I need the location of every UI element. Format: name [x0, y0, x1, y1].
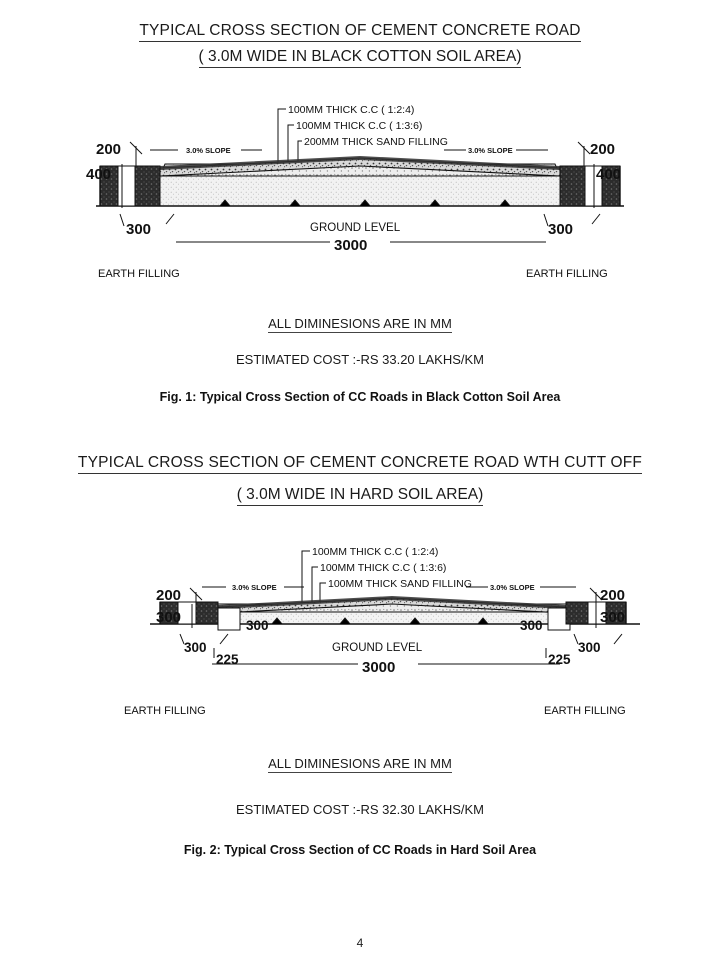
figure1-leader-0: 100MM THICK C.C ( 1:2:4) — [288, 104, 415, 116]
figure1-caption-text: Fig. 1: Typical Cross Section of CC Roads in Black Cotton Soil Area — [159, 390, 561, 404]
figure1-subtitle-text: ( 3.0M WIDE IN BLACK COTTON SOIL AREA) — [199, 48, 522, 68]
figure2-right-inner-dim: 300 — [520, 618, 543, 633]
figure1-overall-width: 3000 — [334, 237, 368, 254]
figure2-right-top-dim: 200 — [600, 587, 626, 604]
figure2-earth-filling-left: EARTH FILLING — [124, 705, 206, 717]
figure1-ground-level-label: GROUND LEVEL — [310, 222, 401, 234]
figure2-subtitle-text: ( 3.0M WIDE IN HARD SOIL AREA) — [237, 486, 484, 506]
figure2-note-text: ALL DIMINESIONS ARE IN MM — [268, 756, 452, 771]
figure2-cost — [0, 802, 720, 817]
figure1-drawing — [0, 96, 720, 286]
figure2-right-base-dim: 300 — [578, 640, 601, 655]
figure1-title-text: TYPICAL CROSS SECTION OF CEMENT CONCRETE ROAD — [139, 22, 580, 42]
figure1-leader-2: 200MM THICK SAND FILLING — [304, 136, 448, 148]
figure1-slope-left: 3.0% SLOPE — [186, 146, 231, 155]
figure2-overall-width: 3000 — [362, 659, 396, 676]
figure2-caption-text: Fig. 2: Typical Cross Section of CC Roads in Hard Soil Area — [183, 843, 537, 857]
figure1-left-side-dim: 400 — [86, 166, 112, 183]
figure1-cost — [0, 352, 720, 367]
figure2-earth-filling-right: EARTH FILLING — [544, 705, 626, 717]
figure1-slope-right: 3.0% SLOPE — [468, 146, 513, 155]
figure2-right-cutoff-dim: 225 — [548, 652, 571, 667]
figure1-subtitle — [0, 48, 720, 68]
figure2-left-cutoff-dim: 225 — [216, 652, 239, 667]
figure2-right-side-dim: 300 — [600, 609, 626, 626]
figure2-note — [0, 756, 720, 773]
figure2-title — [0, 454, 720, 474]
figure1-right-base-dim: 300 — [548, 221, 574, 238]
figure2-caption — [0, 843, 720, 857]
figure1-title — [0, 22, 720, 42]
figure2-left-side-dim: 300 — [156, 609, 182, 626]
figure1-note-text: ALL DIMINESIONS ARE IN MM — [268, 316, 452, 331]
figure2-title-text: TYPICAL CROSS SECTION OF CEMENT CONCRETE ROAD WTH CUTT OFF — [78, 454, 642, 474]
figure2-leader-1: 100MM THICK C.C ( 1:3:6) — [320, 562, 447, 574]
figure2-left-base-dim: 300 — [184, 640, 207, 655]
figure1-leader-1: 100MM THICK C.C ( 1:3:6) — [296, 120, 423, 132]
figure1-earth-filling-right: EARTH FILLING — [526, 268, 608, 280]
figure1-right-top-dim: 200 — [590, 141, 616, 158]
figure2-drawing — [0, 538, 720, 728]
figure2-left-inner-dim: 300 — [246, 618, 269, 633]
figure2-leader-0: 100MM THICK C.C ( 1:2:4) — [312, 546, 439, 558]
figure2-cost-text: ESTIMATED COST :-RS 32.30 LAKHS/KM — [235, 802, 485, 817]
figure2-slope-right: 3.0% SLOPE — [490, 583, 535, 592]
figure2-slope-left: 3.0% SLOPE — [232, 583, 277, 592]
figure2-ground-level-label: GROUND LEVEL — [332, 642, 423, 654]
figure1-left-base-dim: 300 — [126, 221, 152, 238]
page-number: 4 — [356, 936, 364, 950]
figure1-right-side-dim: 400 — [596, 166, 622, 183]
figure1-left-top-dim: 200 — [96, 141, 122, 158]
figure1-note — [0, 316, 720, 333]
figure1-cost-text: ESTIMATED COST :-RS 33.20 LAKHS/KM — [235, 352, 485, 367]
figure2-subtitle — [0, 486, 720, 506]
figure1-caption — [0, 390, 720, 404]
figure1-earth-filling-left: EARTH FILLING — [98, 268, 180, 280]
figure2-left-top-dim: 200 — [156, 587, 182, 604]
figure2-leader-2: 100MM THICK SAND FILLING — [328, 578, 472, 590]
